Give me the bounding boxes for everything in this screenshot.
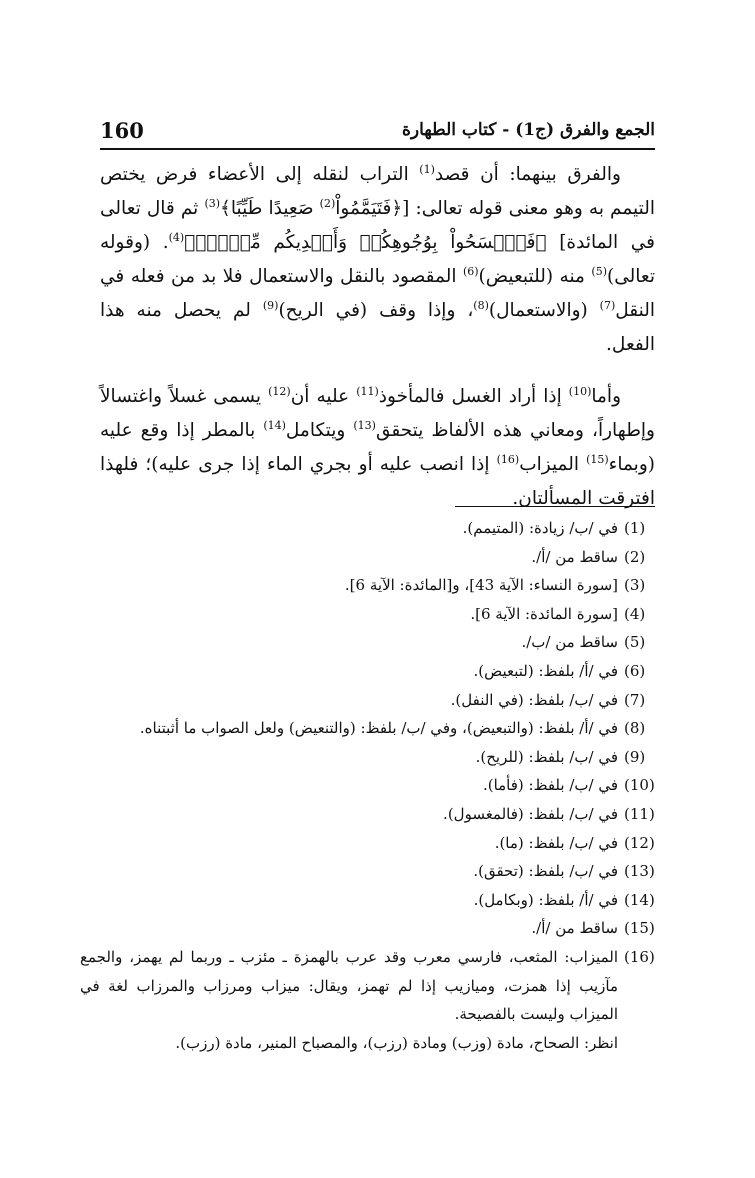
footnote-text: في /ب/ زيادة: (المتيمم).: [462, 519, 618, 537]
text-run: . (وقوله تعالى): [100, 232, 655, 287]
text-run: ويتكامل: [285, 420, 354, 441]
paragraph-2: [100, 380, 655, 516]
footnote-number: ( 16 ): [624, 943, 660, 972]
text-run: يسمى غسلاً واغتسالاً وإطهاراً، ومعاني هذه الألفاظ يتحقق: [100, 386, 655, 441]
footnote-text: في /أ/ بلفظ: (وبكامل).: [473, 890, 618, 909]
footnote-number: ( 14 ): [624, 886, 660, 915]
footnote-text: ساقط من /أ/.: [531, 919, 618, 938]
text-run: ثم قال تعالى في المائدة] ﴿فَٱمۡسَحُواْ بِوُجُوهِكُمۡ وَأَيۡدِيكُم مِّنۡهُۚ﴾: [100, 198, 655, 253]
footnote-text: في /أ/ بلفظ: (لتبعيض).: [473, 661, 618, 680]
footnote-number: ( 5 ): [624, 628, 660, 657]
footnote-text: في /ب/ بلفظ: (تحقق).: [473, 862, 618, 881]
paragraph-1: [100, 158, 655, 362]
text-run: صَعِيدًا طَيِّبًا﴾: [220, 198, 320, 219]
text-run: التراب لنقله إلى الأعضاء فرض يختص التيمم به وهو معنى قوله تعالى: [﴿فَتَيَمَّمُواْ: [100, 164, 656, 219]
footnote-ref: (12): [268, 384, 291, 398]
footnote-ref: (6): [462, 264, 479, 278]
footnote-number: ( 4 ): [624, 600, 660, 629]
footnote-text: [سورة المائدة: الآية 6].: [470, 604, 618, 623]
footnote-number: ( 15 ): [624, 914, 660, 943]
footnote-ref: (14): [263, 418, 286, 432]
footnote: [80, 571, 660, 600]
footnote-ref: (7): [599, 298, 616, 312]
text-run: منه (للتبعيض): [478, 266, 592, 287]
footnote-ref: (11): [356, 384, 379, 398]
footnote-text: في /ب/ بلفظ: (فالمغسول).: [443, 804, 618, 823]
footnote-number: ( 6 ): [624, 657, 660, 686]
page-header: [100, 106, 655, 150]
footnote-number: ( 3 ): [624, 571, 660, 600]
footnote: [80, 714, 660, 743]
text-run: ، وإذا وقف (في الريح): [278, 300, 474, 321]
text-run: عليه أن: [290, 386, 357, 407]
text-run: وأما: [591, 386, 622, 407]
footnote: [80, 657, 660, 686]
text-run: إذا انصب عليه أو بجري الماء إذا جرى عليه)؛ فلهذا افترقت المسألتان.: [100, 454, 655, 509]
text-run: لم يحصل منه هذا الفعل.: [100, 300, 655, 355]
footnote-text: [سورة النساء: الآية 43]، و[المائدة: الآية 6].: [344, 576, 618, 595]
footnote-text: في /ب/ بلفظ: (في النفل).: [450, 690, 618, 709]
footnote-text: ساقط من /ب/.: [521, 633, 618, 652]
running-title: الجمع والفرق (ج1) - كتاب الطهارة: [402, 120, 655, 140]
footnote-ref: (5): [591, 264, 608, 278]
footnote-text: ساقط من /أ/.: [531, 547, 618, 566]
footnote-number: ( 10 ): [624, 771, 660, 800]
footnote-ref: (2): [319, 196, 336, 210]
footnote-text: في /أ/ بلفظ: (والتبعيض)، وفي /ب/ بلفظ: (والتنعيض) ولعل الصواب ما أثبتناه.: [139, 719, 618, 738]
page-number: 160: [100, 118, 144, 143]
footnote: [80, 743, 660, 772]
footnote: [80, 829, 660, 858]
footnote-number: ( 7 ): [624, 686, 660, 715]
footnote: [80, 543, 660, 572]
footnote-text: [80, 943, 624, 1057]
footnote-number: ( 11 ): [624, 800, 660, 829]
footnote-ref: (8): [473, 298, 489, 312]
footnote-ref: (16): [496, 452, 520, 466]
footnote: [80, 800, 660, 829]
text-run: الميزاب: [519, 454, 587, 475]
footnote: [80, 914, 660, 943]
main-text: [100, 158, 655, 516]
footnote: [80, 943, 660, 1057]
footnote: [80, 514, 660, 543]
text-run: المقصود بالنقل والاستعمال فلا بد من فعله في النقل: [100, 266, 655, 321]
footnote-number: ( 12 ): [624, 829, 660, 858]
footnote-number: ( 13 ): [624, 857, 660, 886]
footnote: [80, 628, 660, 657]
footnote-reference: انظر: الصحاح، مادة (وزب) ومادة (رزب)، والمصباح المنير، مادة (رزب).: [175, 1033, 618, 1052]
footnote-divider: [455, 506, 655, 507]
footnote: [80, 886, 660, 915]
text-run: بالمطر إذا وقع عليه (وبماء: [100, 420, 655, 475]
footnote-body: الميزاب: المثعب، فارسي معرب وقد عرب بالهمزة ـ مئزب ـ وربما لم يهمز، والجمع مآزيب إذا همزت، وميازيب إذا لم تهمز، ويقال: ميزاب ومرزاب والمرزاب لغة في الميزاب وليست بالفصيحة.: [80, 947, 618, 1024]
footnote-number: ( 8 ): [624, 714, 660, 743]
footnote-number: ( 2 ): [624, 543, 660, 572]
footnote: [80, 600, 660, 629]
footnote: [80, 686, 660, 715]
footnote-ref: (9): [262, 298, 279, 312]
footnote-text: في /ب/ بلفظ: (ما).: [494, 833, 618, 852]
footnote: [80, 771, 660, 800]
text-run: إذا أراد الغسل فالمأخوذ: [378, 386, 569, 407]
text-run: (والاستعمال): [488, 300, 600, 321]
footnote-number: ( 1 ): [624, 514, 660, 543]
footnote-ref: (3): [204, 196, 221, 210]
footnote-ref: (10): [568, 384, 592, 398]
footnote-text: في /ب/ بلفظ: (للريح).: [475, 747, 618, 766]
footnote-text: في /ب/ بلفظ: (فأما).: [482, 776, 618, 795]
footnote-ref: (4): [168, 230, 185, 244]
footnotes: [80, 514, 660, 1057]
footnote-ref: (15): [586, 452, 609, 466]
footnote-number: ( 9 ): [624, 743, 660, 772]
footnote-ref: (1): [419, 162, 435, 176]
footnote-ref: (13): [353, 418, 376, 432]
footnote: [80, 857, 660, 886]
text-run: والفرق بينهما: أن قصد: [434, 164, 621, 185]
